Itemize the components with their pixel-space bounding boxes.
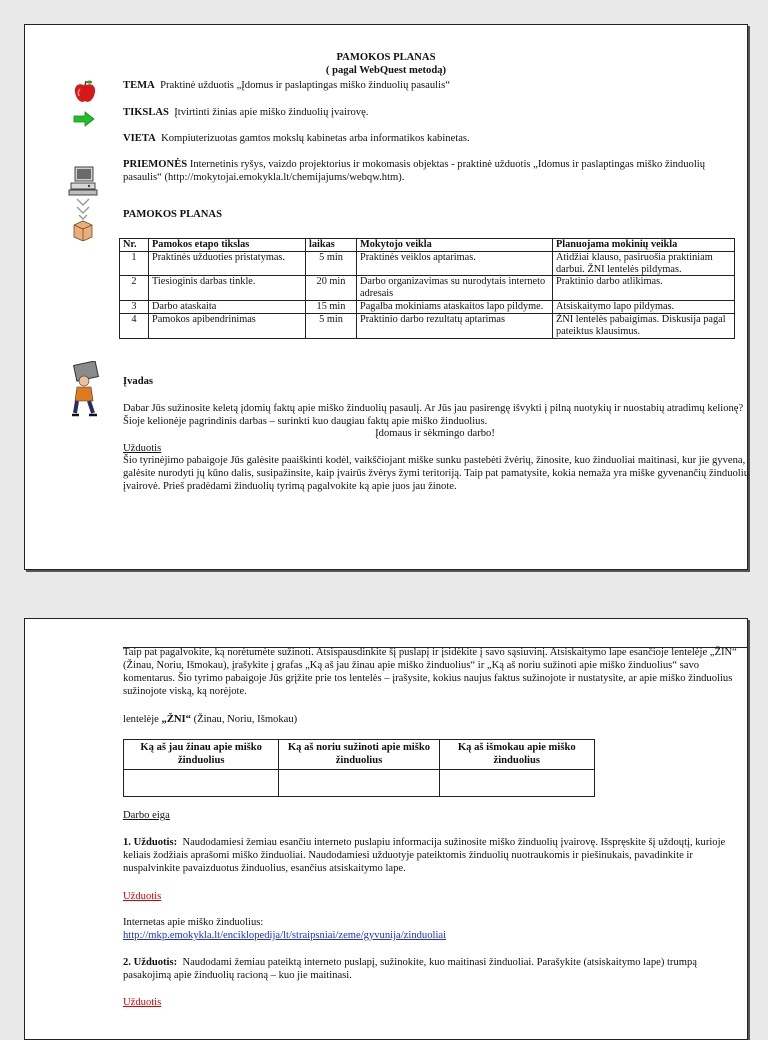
task2-paragraph (123, 957, 747, 983)
table-header-cell: laikas (306, 239, 357, 252)
table-cell: 15 min (306, 301, 357, 314)
table-cell: Praktinio darbo atlikimas. (553, 276, 735, 301)
document-page-2 (24, 618, 748, 1040)
tikslas-label: TIKSLAS (123, 107, 169, 118)
tema-row (123, 80, 723, 93)
page-title: PAMOKOS PLANAS (336, 52, 436, 63)
zni-empty-cell[interactable] (124, 770, 279, 797)
table-header-cell: Planuojama mokinių veikla (553, 239, 735, 252)
task2-label: 2. Užduotis: (123, 957, 178, 968)
task2-link[interactable]: Užduotis (123, 997, 162, 1008)
intro-paragraph: Taip pat pagalvokite, ką norėtumėte sužinoti. Atsispausdinkite šį puslapį ir įsidėkite į savo sąsiuvinį. Atsiskaitymo lape esančioje lentelėje „ŽIN“ (Žinau, Noriu, Išmokau), įrašykite į grafas „Ką aš jau žinau apie miško žinduolius“ ir „Ką aš noriu sužinoti apie miško žinduolius“ savo komentarus. Šio tyrimo pabaigoje Jūs grįžite prie tos lentelės – įrašysite, kokius naujus faktus sužinojote ir nustatysite, ar apie miško žinduolius sužinojote viską, ką norėjote. (123, 647, 737, 697)
plan-heading: PAMOKOS PLANAS (123, 209, 222, 220)
table-cell: Praktinio darbo rezultatų aptarimas (357, 313, 553, 338)
table-row (120, 301, 735, 314)
table-header-cell: Nr. (120, 239, 149, 252)
computer-icon (67, 165, 99, 197)
zni-label-pre: lentelėje (123, 714, 162, 725)
table-header-cell: Mokytojo veikla (357, 239, 553, 252)
priemones-row (123, 159, 745, 185)
table-cell: 1 (120, 251, 149, 276)
table-cell: 5 min (306, 313, 357, 338)
table-cell: 4 (120, 313, 149, 338)
table-cell: 5 min (306, 251, 357, 276)
zni-label (123, 714, 297, 727)
ivadas-wish: Įdomaus ir sėkmingo darbo! (375, 428, 495, 439)
task1-paragraph (123, 837, 747, 876)
zni-empty-row (124, 770, 595, 797)
box-icon (71, 197, 95, 241)
table-row (120, 276, 735, 301)
lesson-plan-table (119, 238, 735, 339)
task1-link[interactable]: Užduotis (123, 891, 162, 902)
table-row (120, 251, 735, 276)
page-subtitle: ( pagal WebQuest metodą) (325, 65, 447, 76)
zni-label-post: (Žinau, Noriu, Išmokau) (190, 714, 298, 725)
priemones-label: PRIEMONĖS (123, 159, 188, 170)
darbo-eiga-heading: Darbo eiga (123, 810, 170, 821)
zni-empty-cell[interactable] (279, 770, 439, 797)
tema-text: Praktinė užduotis „Įdomus ir paslaptingas miško žinduolių pasaulis“ (160, 80, 450, 91)
task2-text: Naudodami žemiau pateiktą interneto puslapį, sužinokite, kuo maitinasi žinduoliai. Parašykite (atsiskaitymo lape) trumpą pasakojimą apie žinduolių racioną – kuo jie maitinasi. (123, 957, 698, 981)
table-cell: Pagalba mokiniams ataskaitos lapo pildyme. (357, 301, 553, 314)
table-header-cell: Pamokos etapo tikslas (149, 239, 306, 252)
zni-header-row (124, 740, 595, 770)
tikslas-row (123, 107, 723, 120)
zni-label-bold: „ŽNI“ (161, 714, 191, 725)
document-page-1 (24, 24, 748, 570)
uzduotis-heading: Užduotis (123, 443, 162, 454)
table-header-row (120, 239, 735, 252)
table-cell: Pamokos apibendrinimas (149, 313, 306, 338)
tema-label: TEMA (123, 80, 155, 91)
tikslas-text: Įtvirtinti žinias apie miško žinduolių įvairovę. (174, 107, 369, 118)
table-cell: 3 (120, 301, 149, 314)
apple-icon (72, 79, 98, 105)
zni-header-cell: Ką aš išmokau apie miško žinduolius (439, 740, 594, 770)
zni-table (123, 739, 595, 797)
vieta-text: Kompiuterizuotas gamtos mokslų kabinetas arba informatikos kabinetas. (161, 133, 470, 144)
internet-label: Internetas apie miško žinduolius: (123, 917, 264, 928)
table-cell: Darbo organizavimas su nurodytais interneto adresais (357, 276, 553, 301)
table-cell: Darbo ataskaita (149, 301, 306, 314)
ivadas-heading: Įvadas (123, 376, 154, 387)
table-cell: Atidžiai klauso, pasiruošia praktiniam darbui. ŽNI lentelės pildymas. (553, 251, 735, 276)
task1-label: 1. Užduotis: (123, 837, 178, 848)
table-row (120, 313, 735, 338)
zni-header-cell: Ką aš jau žinau apie miško žinduolius (124, 740, 279, 770)
table-cell: Atsiskaitymo lapo pildymas. (553, 301, 735, 314)
vieta-label: VIETA (123, 133, 156, 144)
priemones-text: Internetinis ryšys, vaizdo projektorius ir mokomasis objektas - praktinė užduotis „Idomus ir paslaptingas miško žinduolių pasaulis“ (http://mokytojai.emokykla.lt/chemijajums/webqw.htm). (123, 159, 706, 183)
table-cell: 2 (120, 276, 149, 301)
arrow-right-icon (73, 111, 95, 127)
vieta-row (123, 133, 723, 146)
task1-text: Naudodamiesi žemiau esančiu interneto puslapiu informacija sužinosite miško žinduolių įvairovę. Išspręskite šį uždoųtį, kurioje keliais žodžiais aprašomi miško žinduoliai. Naudodamiesi užduotyje pateiktomis žinduolių nuotraukomis ir piešinukais, pavadinkite ir nuspalvinkite pavaizduotus žinduolius, esančius atsiskaitymo lape. (123, 837, 726, 874)
table-cell: ŽNI lentelės pabaigimas. Diskusija pagal pateiktus klausimus. (553, 313, 735, 338)
ivadas-paragraph: Dabar Jūs sužinosite keletą įdomių faktų apie miško žinduolių pasaulį. Ar Jūs jau pasirengę išvykti į pilną nuotykių ir nuostabių atradimų kelionę? Šioje kelionėje pagrindinis darbas – surinkti kuo daugiau faktų apie miško žinduolius. (123, 403, 744, 427)
table-cell: Praktinės užduoties pristatymas. (149, 251, 306, 276)
internet-url-link[interactable]: http://mkp.emokykla.lt/enciklopedija/lt/straipsniai/zeme/gyvunija/zinduoliai (123, 930, 447, 941)
uzduotis-paragraph: Šio tyrinėjimo pabaigoje Jūs galėsite paaiškinti kodėl, vaikščiojant miške sunku pastebėti žvėrių, žinosite, kuo žinduoliai maitinasi, kur jie gyvena, galėsite nurodyti jų kūno dalis, susipažinsite, kaip įvairūs žvėrys žymi teritoriją. Taip pat pamatysite, kokia nemaža yra miške gyvenančių žinduolių įvairovė. Prieš pradėdami žinduolių tyrimą pagalvokite ką apie juos jau žinote. (123, 455, 749, 492)
zni-header-cell: Ką aš noriu sužinoti apie miško žinduolius (279, 740, 439, 770)
table-cell: Tiesioginis darbas tinkle. (149, 276, 306, 301)
zni-empty-cell[interactable] (439, 770, 594, 797)
student-icon (69, 361, 103, 417)
table-cell: 20 min (306, 276, 357, 301)
table-cell: Praktinės veiklos aptarimas. (357, 251, 553, 276)
